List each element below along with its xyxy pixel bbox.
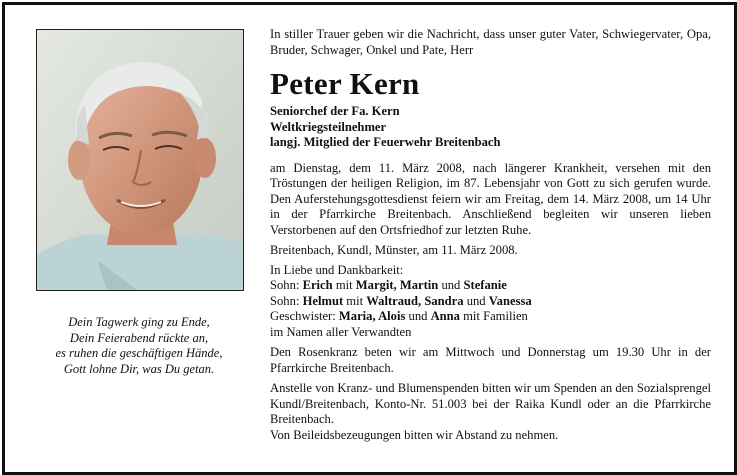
rosary-notice: Den Rosenkranz beten wir am Mittwoch und Donnerstag um 19.30 Uhr in der Pfarrkirche Breitenbach. [270, 345, 711, 375]
mourners-heading: In Liebe und Dankbarkeit: [270, 262, 404, 277]
poem-line: Dein Feierabend rückte an, [69, 330, 209, 345]
donation-notice: Anstelle von Kranz- und Blumenspenden bitten wir um Spenden an den Sozialsprengel Kundl/Breitenbach, Konto-Nr. 51.003 bei der Raika Kundl oder an die Pfarrkirche Breitenbach. [270, 381, 711, 426]
mourner-son-2: Sohn: Helmut mit Waltraud, Sandra und Vanessa [270, 293, 532, 308]
mourner-siblings: Geschwister: Maria, Alois und Anna mit Familien [270, 309, 528, 323]
mourner-son-1: Sohn: Erich mit Margit, Martin und Stefanie [270, 278, 507, 292]
deceased-name: Peter Kern [270, 66, 420, 101]
poem-line: Gott lohne Dir, was Du getan. [63, 361, 215, 376]
memorial-poem [25, 315, 253, 377]
obituary-text [270, 27, 711, 443]
mourner-relatives: im Namen aller Verwandten [270, 324, 412, 339]
obituary-card [2, 2, 737, 475]
poem-line: es ruhen die geschäftigen Hände, [55, 346, 223, 360]
deceased-titles [270, 104, 711, 151]
condolence-notice: Von Beileidsbezeugungen bitten wir Abstand zu nehmen. [270, 427, 559, 442]
place-date: Breitenbach, Kundl, Münster, am 11. März 2008. [270, 243, 518, 257]
portrait-photo [36, 29, 244, 291]
poem-line: Dein Tagwerk ging zu Ende, [68, 315, 210, 329]
title-line: Weltkriegsteilnehmer [270, 119, 387, 134]
death-notice: am Dienstag, dem 11. März 2008, nach längerer Krankheit, versehen mit den Tröstungen der heiligen Religion, im 87. Lebensjahr von Gott zu sich gerufen wurde. Den Auferstehungsgottesdienst feiern wir am Freitag, dem 14. März 2008, um 14 Uhr in der Pfarrkirche Breitenbach. Anschließend begleiten wir unseren lieben Verstorbenen auf den Ortsfriedhof zur letzten Ruhe. [270, 160, 711, 237]
intro-text: In stiller Trauer geben wir die Nachricht, dass unser guter Vater, Schwiegervater, Opa, Bruder, Schwager, Onkel und Pate, Herr [270, 27, 711, 57]
title-line: langj. Mitglied der Feuerwehr Breitenbach [270, 135, 501, 149]
title-line: Seniorchef der Fa. Kern [270, 104, 400, 118]
mourners-list [270, 263, 711, 341]
